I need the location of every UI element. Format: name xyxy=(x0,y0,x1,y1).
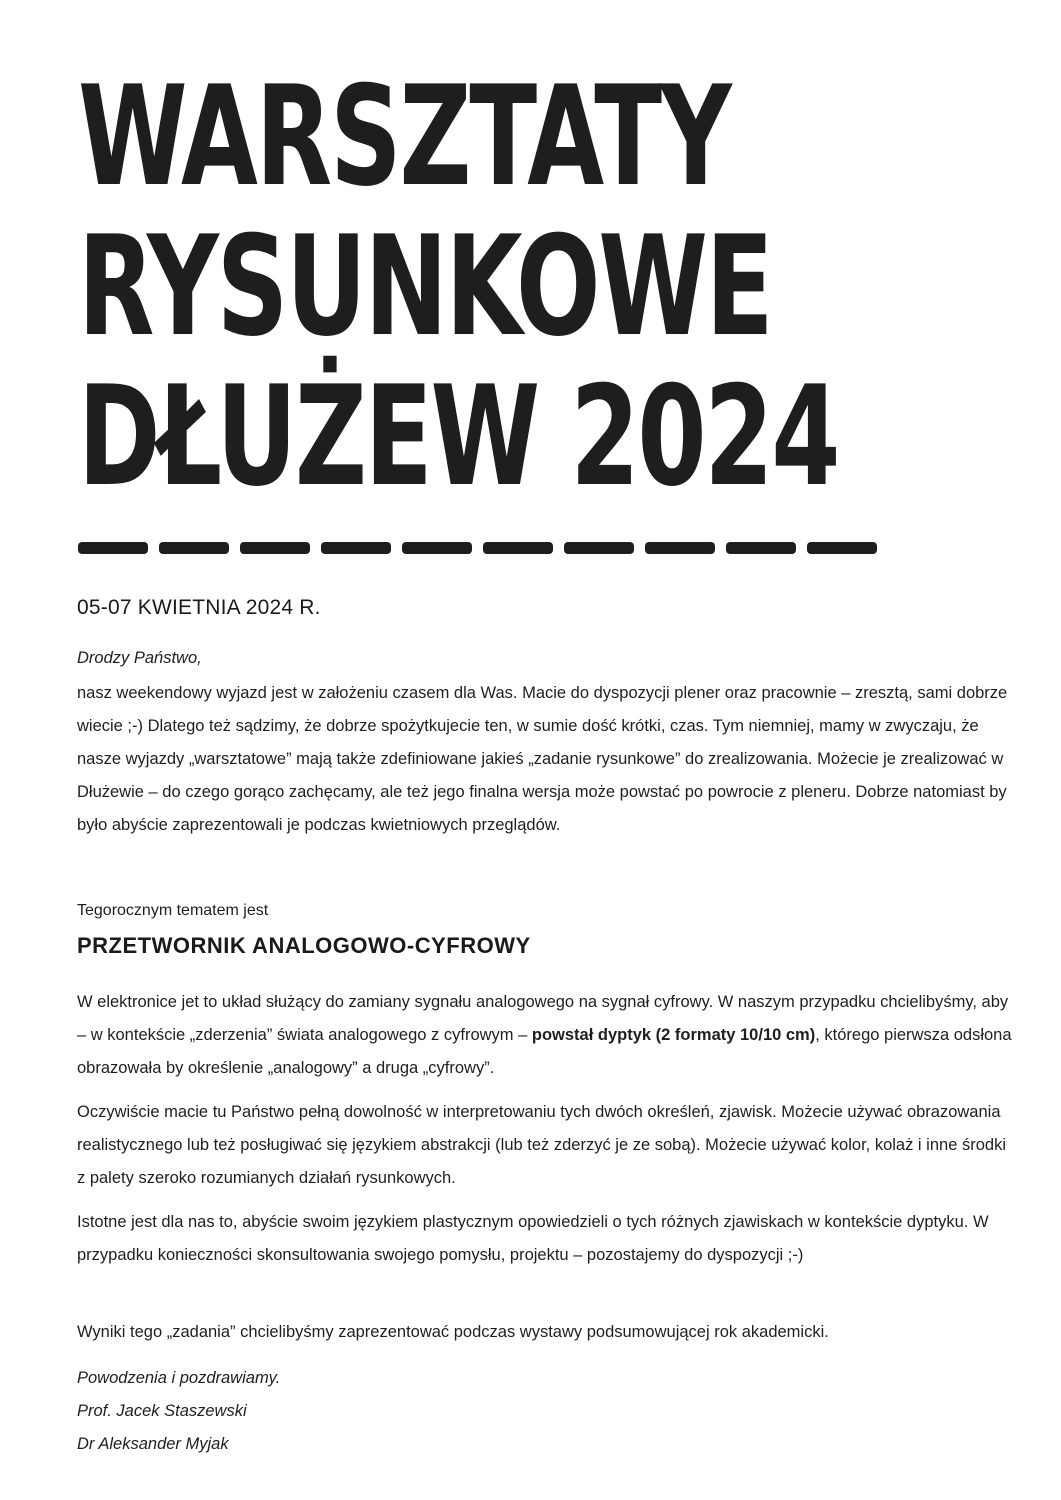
greeting: Drodzy Państwo, xyxy=(77,649,202,667)
dashed-divider xyxy=(78,541,878,555)
paragraph-intro: nasz weekendowy wyjazd jest w założeniu czasem dla Was. Macie do dyspozycji plener oraz pracownie – zresztą, sami dobrze wiecie ;-) Dlatego też sądzimy, że dobrze spożytkujecie ten, w sumie dość krótki, czas. Tym niemniej, mamy w zwyczaju, że nasze wyjazdy „warsztatowe” mają także zdefiniowane jakieś „zadanie rysunkowe” do zrealizowania. Możecie je zrealizować w Dłużewie – do czego gorąco zachęcamy, ale też jego finalna wersja może powstać po powrocie z pleneru. Dobrze natomiast by było abyście zaprezentowali je podczas kwietniowych przeglądów. xyxy=(77,684,1008,834)
theme-title: PRZETWORNIK ANALOGOWO-CYFROWY xyxy=(77,933,531,958)
paragraph-consultation: Istotne jest dla nas to, abyście swoim językiem plastycznym opowiedzieli o tych różnych zjawiskach w kontekście dyptyku. W przypadku konieczności skonsultowania swojego pomysłu, projektu – pozostajemy do dyspozycji ;-) xyxy=(77,1213,989,1264)
event-date: 05-07 KWIETNIA 2024 R. xyxy=(77,596,321,619)
closing-line: Powodzenia i pozdrawiamy. xyxy=(77,1369,281,1387)
theme-intro: Tegorocznym tematem jest xyxy=(77,902,269,919)
closing-signature xyxy=(77,1362,1012,1461)
paragraph-definition xyxy=(77,986,1012,1085)
headline-line-2: RYSUNKOWE xyxy=(78,206,772,367)
headline-line-3: DŁUŻEW 2024 xyxy=(78,356,839,517)
signature-myjak: Dr Aleksander Myjak xyxy=(77,1435,229,1453)
signature-staszewski: Prof. Jacek Staszewski xyxy=(77,1402,247,1420)
paragraph-results: Wyniki tego „zadania” chcielibyśmy zaprezentować podczas wystawy podsumowującej rok akademicki. xyxy=(77,1323,829,1341)
headline xyxy=(78,56,839,517)
paragraph-definition-end: , którego pierwsza odsłona obrazowała by określenie „analogowy” a druga „cyfrowy”. xyxy=(77,1026,1012,1077)
headline-line-1: WARSZTATY xyxy=(78,56,730,217)
paragraph-definition-bold: powstał dyptyk (2 formaty 10/10 cm) xyxy=(531,1026,816,1044)
paragraph-freedom: Oczywiście macie tu Państwo pełną dowolność w interpretowaniu tych dwóch określeń, zjawisk. Możecie używać obrazowania realistycznego lub też posługiwać się językiem abstrakcji (lub też zderzyć je ze sobą). Możecie używać kolor, kolaż i inne środki z palety szeroko rozumianych działań rysunkowych. xyxy=(77,1103,1006,1187)
paragraph-definition-text: W elektronice jet to układ służący do zamiany sygnału analogowego na sygnał cyfrowy. W naszym przypadku chcielibyśmy, aby – w kontekście „zderzenia” świata analogowego z cyfrowym – xyxy=(77,993,1009,1044)
